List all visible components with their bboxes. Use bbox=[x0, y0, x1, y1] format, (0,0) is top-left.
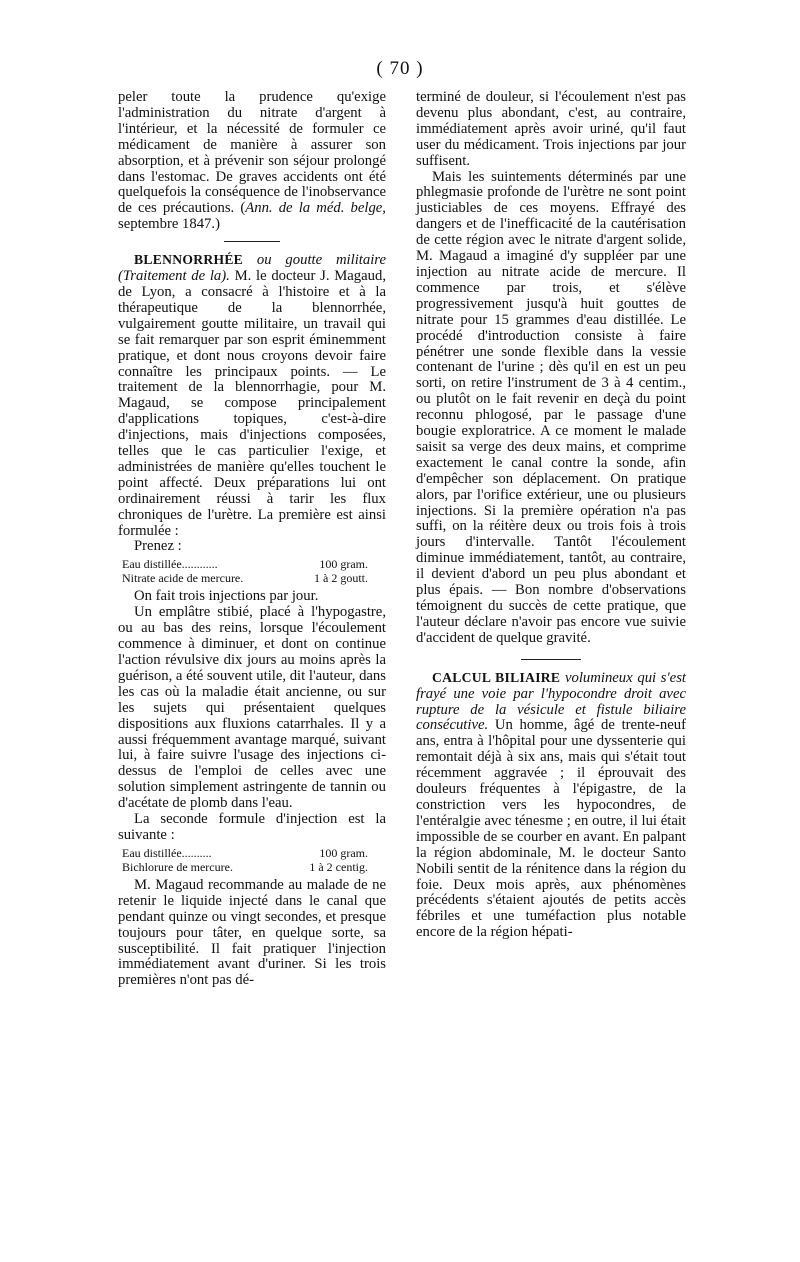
section-divider bbox=[521, 659, 581, 660]
article-heading: CALCUL BILIAIRE bbox=[432, 669, 561, 685]
paragraph-text: peler toute la prudence qu'exige l'administration du nitrate d'argent à l'intérieur, et la nécessité de formuler ce médicament de manière à assurer son absorption, et à prévenir son séjour prolongé dans l'estomac. De graves accidents ont été quelquefois la conséquence de l'inobservance de ces précautions. ( bbox=[118, 89, 386, 217]
right-column bbox=[416, 90, 686, 941]
article-text: Un homme, âgé de trente-neuf ans, entra à l'hôpital pour une dyssenterie qui remontait déjà à six ans, mais qui s'était tout récemment aggravée ; il éprouvait des douleurs fréquentes à l'épigastre, de la constriction vers les hypocondres, de l'entéralgie avec ténesme ; en outre, il lui était impossible de se courber en avant. En palpant la région abdominale, M. le docteur Santo Nobili sentit de la rénitence dans la région du foie. Deux mois après, aux phénomènes précédents s'étaient ajoutés de petits accès fébriles et une tuméfaction plus notable encore de la région hépati- bbox=[416, 717, 686, 941]
section-divider bbox=[224, 241, 280, 242]
article-heading: BLENNORRHÉE bbox=[134, 252, 244, 268]
ingredient: Eau distillée.......... bbox=[122, 845, 212, 860]
prescription-intro: Prenez : bbox=[134, 538, 182, 555]
prescription-line bbox=[122, 557, 386, 571]
paragraph: Un emplâtre stibié, placé à l'hypogastre, ou au bas des reins, lorsque l'écoulement commence à diminuer, et dont on continue l'action révulsive dix jours au moins après la guérison, a été souvent utile, dit l'auteur, dans les cas où la maladie était ancienne, ou sur les sujets qui présentaient quelques dispositions aux fluxions catarrhales. Il y a aussi fréquemment avantage marqué, suivant lui, à faire suivre l'usage des injections ci-dessus de l'emploi de celles avec une solution simplement astringente de tannin ou d'acétate de plomb dans l'eau. bbox=[118, 604, 386, 812]
quantity: 100 gram. bbox=[319, 845, 368, 860]
prescription-1 bbox=[122, 557, 386, 585]
citation-date: septembre 1847.) bbox=[118, 216, 220, 233]
prescription-line bbox=[122, 571, 386, 585]
article-subtitle: ou goutte militaire (Traitement de la). bbox=[118, 252, 386, 285]
paragraph: La seconde formule d'injection est la suivante : bbox=[118, 811, 386, 843]
prescription-2 bbox=[122, 846, 386, 874]
quantity: 1 à 2 centig. bbox=[309, 859, 368, 874]
article-text: M. le docteur J. Magaud, de Lyon, a consacré à l'histoire et à la thérapeutique de la blennorrhée, vulgairement goutte militaire, un travail qui se fait remarquer par son esprit éminemment pratique, et dont nous croyons devoir faire connaître les principaux points. — Le traitement de la blennorrhagie, pour M. Magaud, se compose principalement d'applications topiques, c'est-à-dire d'injections, mais d'injections composées, telles que le cas particulier l'exige, et administrées de manière qu'elles touchent le point affecté. Deux préparations lui ont ordinairement réussi à tarir les flux chroniques de l'urètre. La première est ainsi formulée : bbox=[118, 268, 387, 539]
ingredient: Bichlorure de mercure. bbox=[122, 859, 233, 874]
quantity: 100 gram. bbox=[319, 557, 368, 572]
quantity: 1 à 2 goutt. bbox=[314, 571, 368, 586]
prescription-line bbox=[122, 846, 386, 860]
paragraph: Mais les suintements déterminés par une phlegmasie profonde de l'urètre ne sont point justiciables de ces moyens. Effrayé des dangers et de l'inefficacité de la cautérisation de cette région avec le nitrate d'argent solide, M. Magaud a imaginé d'y suppléer par une injection au nitrate acide de mercure. Il commence par trois, et s'élève progressivement jusqu'à huit gouttes de nitrate pour 15 grammes d'eau distillée. Le procédé d'introduction consiste à faire pénétrer une sonde flexible dans la vessie contenant de l'urine ; dès qu'il en est un peu sorti, on retire l'instrument de 3 à 4 centim., ou plutôt on le fait revenir en deçà du point reconnu phlogosé, par le passage d'une bougie exploratrice. A ce moment le malade saisit sa verge des deux mains, et comprime exactement le canal contre la sonde, afin d'empêcher son déplacement. On pratique alors, par l'orifice extérieur, une ou plusieurs injections. Si la première opération n'a pas suffi, on la réitère deux ou trois fois à trois jours d'intervalle. Tantôt l'écoulement diminue immédiatement, tantôt, au contraire, il devient d'abord un peu plus abondant et plus épais. — Bon nombre d'observations témoignent du succès de cette pratique, que l'auteur déclare n'avoir pas encore vue suivie d'accident de quelque gravité. bbox=[416, 168, 686, 646]
source-citation: Ann. de la méd. belge, bbox=[245, 200, 386, 217]
article-blennorrhee bbox=[118, 252, 386, 539]
article-calcul-biliaire bbox=[416, 670, 686, 941]
ingredient: Nitrate acide de mercure. bbox=[122, 571, 244, 586]
prescription-line bbox=[122, 860, 386, 874]
paragraph bbox=[118, 90, 386, 233]
left-column bbox=[118, 90, 386, 989]
paragraph: On fait trois injections par jour. bbox=[134, 588, 319, 605]
article-subtitle: volumineux qui s'est frayé une voie par l'hypocondre droit avec rupture de la vésicule et fistule biliaire consécutive. bbox=[416, 669, 686, 734]
paragraph: M. Magaud recommande au malade de ne retenir le liquide injecté dans le canal que pendant quinze ou vingt secondes, et presque toujours pour tâter, en quelque sorte, sa susceptibilité. Il fait pratiquer l'injection immédiatement avant d'uriner. Si les trois premières n'ont pas dé- bbox=[118, 876, 386, 989]
paragraph: terminé de douleur, si l'écoulement n'est pas devenu plus abondant, c'est, au contraire, immédiatement après avoir uriné, qu'il faut user du médicament. Trois injections par jour suffisent. bbox=[416, 89, 686, 169]
page-number: ( 70 ) bbox=[376, 58, 424, 79]
ingredient: Eau distillée............ bbox=[122, 557, 218, 572]
